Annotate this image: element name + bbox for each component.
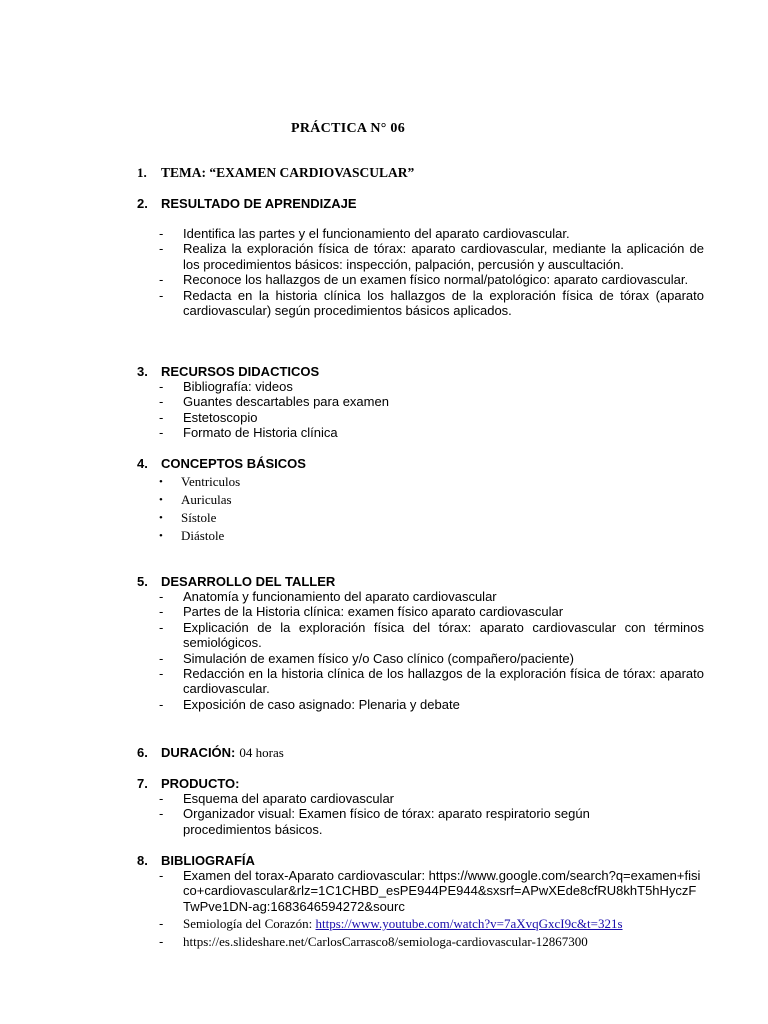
section-number: 1.	[137, 165, 147, 180]
section-conceptos	[137, 456, 704, 545]
list-item: - Semiología del Corazón: https://www.youtube.com/watch?v=7aXvqGxcI9c&t=321s	[159, 916, 623, 932]
list-item: - Examen del torax-Aparato cardiovascular: https://www.google.com/search?q=examen+fisico+cardiovascular&rlz=1C1CHBD_esPE944PE944&sxsrf=APwXEde8cfRU8khT5hHyczFTwPve1DN-ag:1683646594272&sourc	[159, 868, 701, 914]
item-list	[137, 226, 704, 318]
bullet-icon: •	[159, 530, 163, 542]
section-resultado	[137, 196, 704, 318]
section-title: DESARROLLO DEL TALLER	[161, 574, 336, 589]
list-item: - Esquema del aparato cardiovascular	[159, 791, 395, 806]
section-title: BIBLIOGRAFÍA	[161, 853, 255, 868]
item-list	[137, 379, 704, 441]
section-recursos	[137, 364, 704, 441]
section-number: 2.	[137, 196, 148, 211]
list-item: - Organizador visual: Examen físico de tórax: aparato respiratorio según procedimientos básicos.	[159, 806, 590, 837]
section-tema	[137, 165, 704, 180]
section-number: 7.	[137, 776, 148, 791]
list-item: - Estetoscopio	[159, 409, 258, 425]
bullet-icon: •	[159, 476, 163, 488]
section-duracion	[137, 745, 704, 760]
section-desarrollo	[137, 574, 704, 712]
list-item: - Reconoce los hallazgos de un examen físico normal/patológico: aparato cardiovascular.	[159, 272, 689, 288]
list-item: - Guantes descartables para examen	[159, 394, 389, 410]
bib-prefix: Semiología del Corazón:	[183, 916, 316, 932]
section-number: 3.	[137, 364, 148, 379]
section-number: 4.	[137, 456, 148, 471]
section-title: PRODUCTO:	[161, 776, 240, 791]
section-title: CONCEPTOS BÁSICOS	[161, 456, 306, 471]
list-item: • Ventriculos	[137, 473, 704, 491]
list-item: - Exposición de caso asignado: Plenaria y debate	[159, 696, 460, 712]
list-item: - Redacción en la historia clínica de los hallazgos de la exploración física de tórax: aparato cardiovascular.	[159, 666, 704, 697]
item-list	[137, 868, 704, 949]
list-item: • Sístole	[137, 509, 704, 527]
list-item: - Identifica las partes y el funcionamiento del aparato cardiovascular.	[159, 226, 570, 241]
bullet-icon: •	[159, 494, 163, 506]
list-item: - Explicación de la exploración física del tórax: aparato cardiovascular con términos semiológicos.	[159, 619, 704, 651]
section-title: TEMA: “EXAMEN CARDIOVASCULAR”	[161, 165, 415, 180]
duration-value: 04 horas	[239, 745, 284, 760]
list-item: - Formato de Historia clínica	[159, 425, 338, 441]
list-item: - Bibliografía: videos	[159, 379, 293, 394]
slideshare-url: https://es.slideshare.net/CarlosCarrasco8/semiologa-cardiovascular-12867300	[183, 933, 588, 949]
section-producto	[137, 776, 704, 837]
section-bibliografia	[137, 853, 704, 949]
list-item: • Auriculas	[137, 491, 704, 509]
section-number: 5.	[137, 574, 148, 589]
youtube-link[interactable]: https://www.youtube.com/watch?v=7aXvqGxcI9c&t=321s	[315, 916, 623, 932]
section-title: DURACIÓN:	[161, 745, 236, 760]
page-title: PRÁCTICA N° 06	[291, 121, 406, 136]
section-number: 6.	[137, 745, 148, 760]
bullet-list	[137, 473, 704, 545]
list-item: - Partes de la Historia clínica: examen físico aparato cardiovascular	[159, 604, 564, 620]
list-item: • Diástole	[137, 527, 704, 545]
item-list	[137, 791, 704, 837]
section-title: RECURSOS DIDACTICOS	[161, 364, 320, 379]
list-item: - Redacta en la historia clínica los hallazgos de la exploración física de tórax (aparato cardiovascular) según procedimientos básicos aplicados.	[159, 287, 704, 319]
list-item: - Realiza la exploración física de tórax: aparato cardiovascular, mediante la aplicación de los procedimientos básicos: inspección, palpación, percusión y auscultación.	[159, 241, 704, 272]
section-number: 8.	[137, 853, 148, 868]
bullet-icon: •	[159, 512, 163, 524]
list-item: - Anatomía y funcionamiento del aparato cardiovascular	[159, 589, 497, 604]
item-list	[137, 589, 704, 712]
list-item: - Simulación de examen físico y/o Caso clínico (compañero/paciente)	[159, 650, 574, 666]
section-title: RESULTADO DE APRENDIZAJE	[161, 196, 357, 211]
list-item: - https://es.slideshare.net/CarlosCarrasco8/semiologa-cardiovascular-12867300	[137, 934, 704, 949]
